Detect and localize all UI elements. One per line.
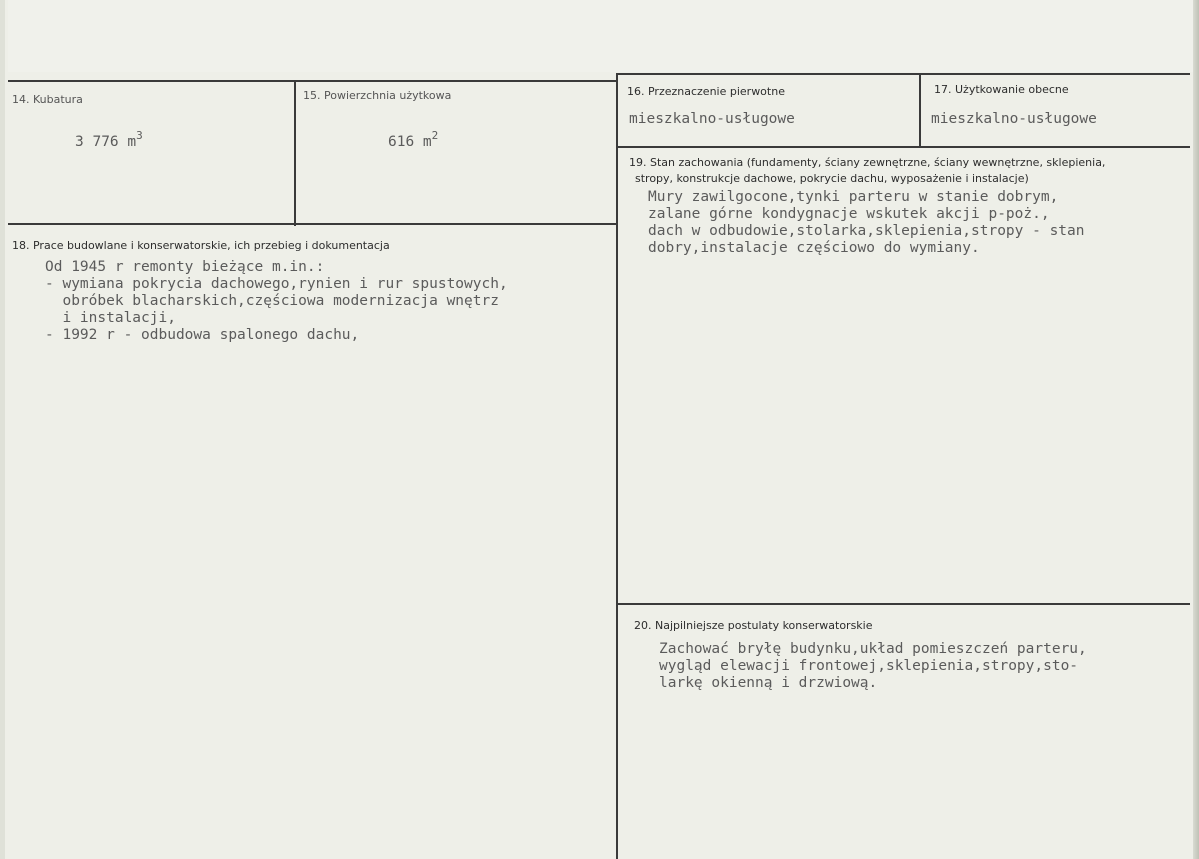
powierzchnia-exponent: 2 (431, 129, 439, 142)
stan-label-line1: 19. Stan zachowania (fundamenty, ściany zewnętrzne, ściany wewnętrzne, sklepienia, (629, 156, 1106, 169)
prace-line: i instalacji, (45, 310, 176, 326)
postulaty-text (659, 641, 1087, 692)
kubatura-number: 3 776 m (75, 134, 137, 150)
stan-line: dobry,instalacje częściowo do wymiany. (648, 240, 980, 256)
powierzchnia-number: 616 m (388, 134, 432, 150)
rule-under-14-15 (8, 223, 616, 225)
postulaty-line: larkę okienną i drzwiową. (659, 675, 878, 691)
stan-text (648, 189, 1085, 257)
rule-v-16-17 (919, 73, 921, 147)
stan-line: dach w odbudowie,stolarka,sklepienia,stropy - stan (648, 223, 1085, 239)
prace-label: 18. Prace budowlane i konserwatorskie, ich przebieg i dokumentacja (12, 239, 390, 252)
right-edge (1193, 0, 1199, 859)
rule-top-right (616, 73, 1190, 75)
przeznaczenie-value: mieszkalno-usługowe (629, 111, 795, 127)
left-edge (0, 0, 5, 859)
prace-line: - wymiana pokrycia dachowego,rynien i rur spustowych, (45, 276, 508, 292)
prace-line: Od 1945 r remonty bieżące m.in.: (45, 259, 325, 275)
prace-line: - 1992 r - odbudowa spalonego dachu, (45, 327, 360, 343)
rule-top-left (8, 80, 616, 82)
prace-text (45, 259, 508, 344)
rule-v-center (616, 73, 618, 859)
kubatura-value (75, 127, 143, 151)
postulaty-line: Zachować bryłę budynku,układ pomieszczeń parteru, (659, 641, 1087, 657)
rule-above-20 (616, 603, 1190, 605)
powierzchnia-value (388, 127, 438, 151)
postulaty-line: wygląd elewacji frontowej,sklepienia,stropy,sto- (659, 658, 1079, 674)
rule-v-14-15 (294, 80, 296, 226)
stan-label-line2: stropy, konstrukcje dachowe, pokrycie dachu, wyposażenie i instalacje) (635, 172, 1029, 185)
top-margin (8, 0, 1194, 72)
przeznaczenie-label: 16. Przeznaczenie pierwotne (627, 85, 785, 98)
powierzchnia-label: 15. Powierzchnia użytkowa (303, 89, 452, 102)
postulaty-label: 20. Najpilniejsze postulaty konserwatorskie (634, 619, 873, 632)
uzytkowanie-label: 17. Użytkowanie obecne (934, 83, 1069, 96)
stan-line: Mury zawilgocone,tynki parteru w stanie dobrym, (648, 189, 1059, 205)
uzytkowanie-value: mieszkalno-usługowe (931, 111, 1097, 127)
prace-line: obróbek blacharskich,częściowa modernizacja wnętrz (45, 293, 499, 309)
kubatura-label: 14. Kubatura (12, 93, 83, 106)
rule-under-16-17 (616, 146, 1190, 148)
stan-line: zalane górne kondygnacje wskutek akcji p-poż., (648, 206, 1050, 222)
kubatura-exponent: 3 (136, 129, 143, 142)
